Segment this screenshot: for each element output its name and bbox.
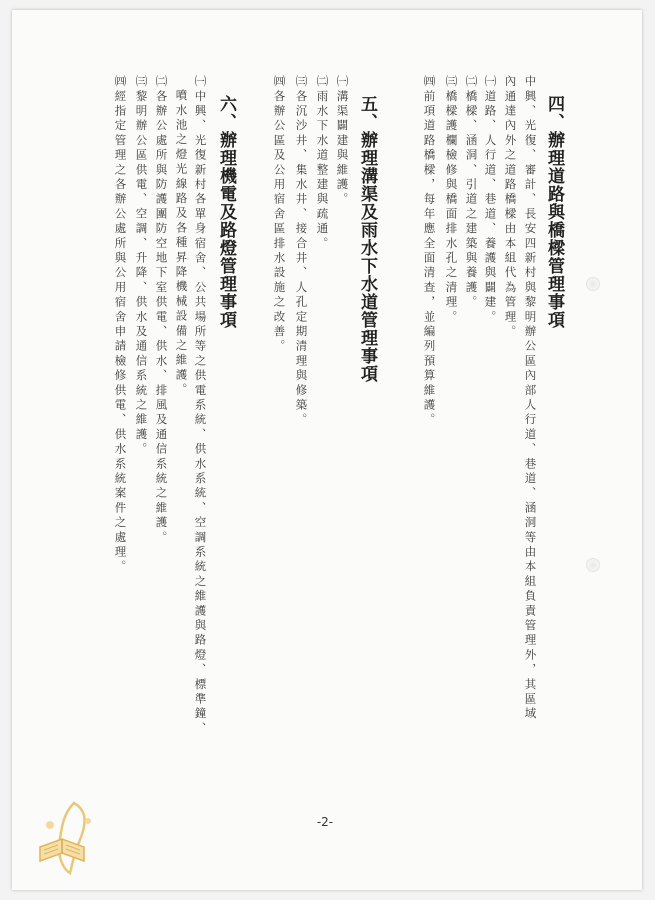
section4-heading: 四、辦理道路與橋樑管理事項	[544, 95, 564, 329]
section5-item1: ㈠溝渠闢建與維護。	[335, 75, 350, 208]
section5-item2: ㈡雨水下水道整建與疏通。	[315, 75, 330, 252]
section4-intro-line2: 內通達內外之道路橋樑由本組代為管理。	[503, 75, 518, 340]
section4-item2: ㈡橋樑、涵洞、引道之建築與養護。	[464, 75, 479, 311]
section6-item1-line1: ㈠中興、光復新村各單身宿舍、公共場所等之供電系統、供水系統、空調系統之維護與路燈、標準鐘、	[193, 75, 208, 737]
section5-item3: ㈢各沉沙井、集水井、接合井、人孔定期清理與修築。	[294, 75, 309, 428]
section4-item4: ㈣前項道路橋樑，每年應全面清查，並編列預算維護。	[422, 75, 437, 428]
punch-hole-top	[586, 277, 600, 291]
page-number: -2-	[316, 815, 334, 829]
section6-item2: ㈡各辦公處所與防護團防空地下室供電、供水、排風及通信系統之維護。	[154, 75, 169, 546]
section6-item1-line2: 噴水池之燈光線路及各種昇降機械設備之維護。	[174, 89, 189, 398]
section6-item4: ㈣經指定管理之各辦公處所與公用宿舍申請檢修供電、供水系統案件之處理。	[113, 75, 128, 575]
section5-heading: 五、辦理溝渠及雨水下水道管理事項	[357, 95, 377, 383]
section4-intro-line1: 中興、光復、審計、長安四新村與黎明辦公區內部人行道、巷道、涵洞等由本組負責管理外，其區域	[523, 75, 538, 722]
section5-item4: ㈣各辦公區及公用宿舍區排水設施之改善。	[272, 75, 287, 355]
section4-item3: ㈢橋樑護欄檢修與橋面排水孔之清理。	[444, 75, 459, 325]
section4-item1: ㈠道路、人行道、巷道、養護與闢建。	[483, 75, 498, 325]
section6-item3: ㈢黎明辦公區供電、空調、升降、供水及通信系統之維護。	[134, 75, 149, 458]
archive-logo-icon	[34, 795, 104, 875]
punch-hole-bottom	[586, 558, 600, 572]
section6-heading: 六、辦理機電及路燈管理事項	[216, 95, 236, 329]
